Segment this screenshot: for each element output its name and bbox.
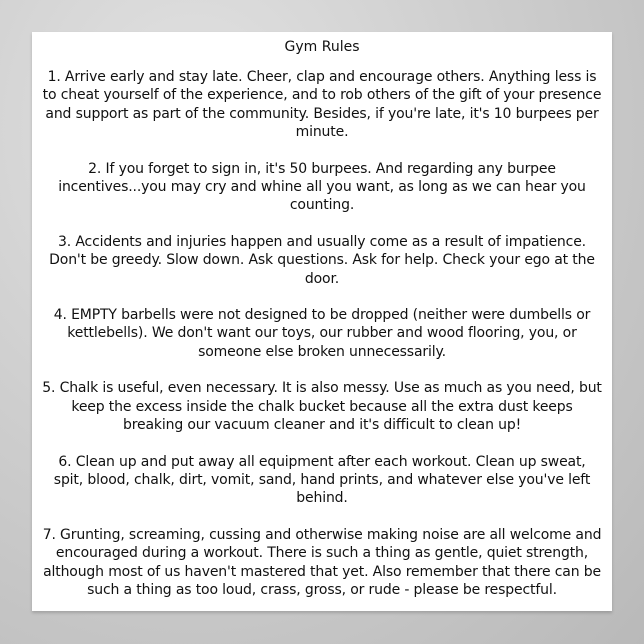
rule-5: 5. Chalk is useful, even necessary. It is also messy. Use as much as you need, but keep the excess inside the chalk bucket because all the extra dust keeps breaking our vacuum cleaner and it's difficult to clean up!: [42, 380, 602, 434]
rule-4: 4. EMPTY barbells were not designed to be dropped (neither were dumbells or kettlebells). We don't want our toys, our rubber and wood flooring, you, or someone else broken unnecessarily.: [53, 307, 591, 360]
poster-title: Gym Rules: [284, 39, 360, 55]
poster: [32, 32, 612, 611]
rule-2: 2. If you forget to sign in, it's 50 burpees. And regarding any burpee incentives...you may cry and whine all you want, as long as we can hear you counting.: [58, 160, 586, 214]
rule-1: 1. Arrive early and stay late. Cheer, clap and encourage others. Anything less is to cheat yourself of the experience, and to rob others of the gift of your presence and support as part of the community. Besides, if you're late, it's 10 burpees per minute.: [42, 69, 602, 141]
rule-3: 3. Accidents and injuries happen and usually come as a result of impatience. Don't be greedy. Slow down. Ask questions. Ask for help. Check your ego at the door.: [49, 233, 595, 287]
rule-7: 7. Grunting, screaming, cussing and otherwise making noise are all welcome and encouraged during a workout. There is such a thing as gentle, quiet strength, although most of us haven't mastered that yet. Also remember that there can be such a thing as too loud, crass, gross, or rude - please be respectful.: [42, 526, 602, 598]
rule-6: 6. Clean up and put away all equipment after each workout. Clean up sweat, spit, blood, chalk, dirt, vomit, sand, hand prints, and whatever else you've left behind.: [53, 453, 591, 507]
